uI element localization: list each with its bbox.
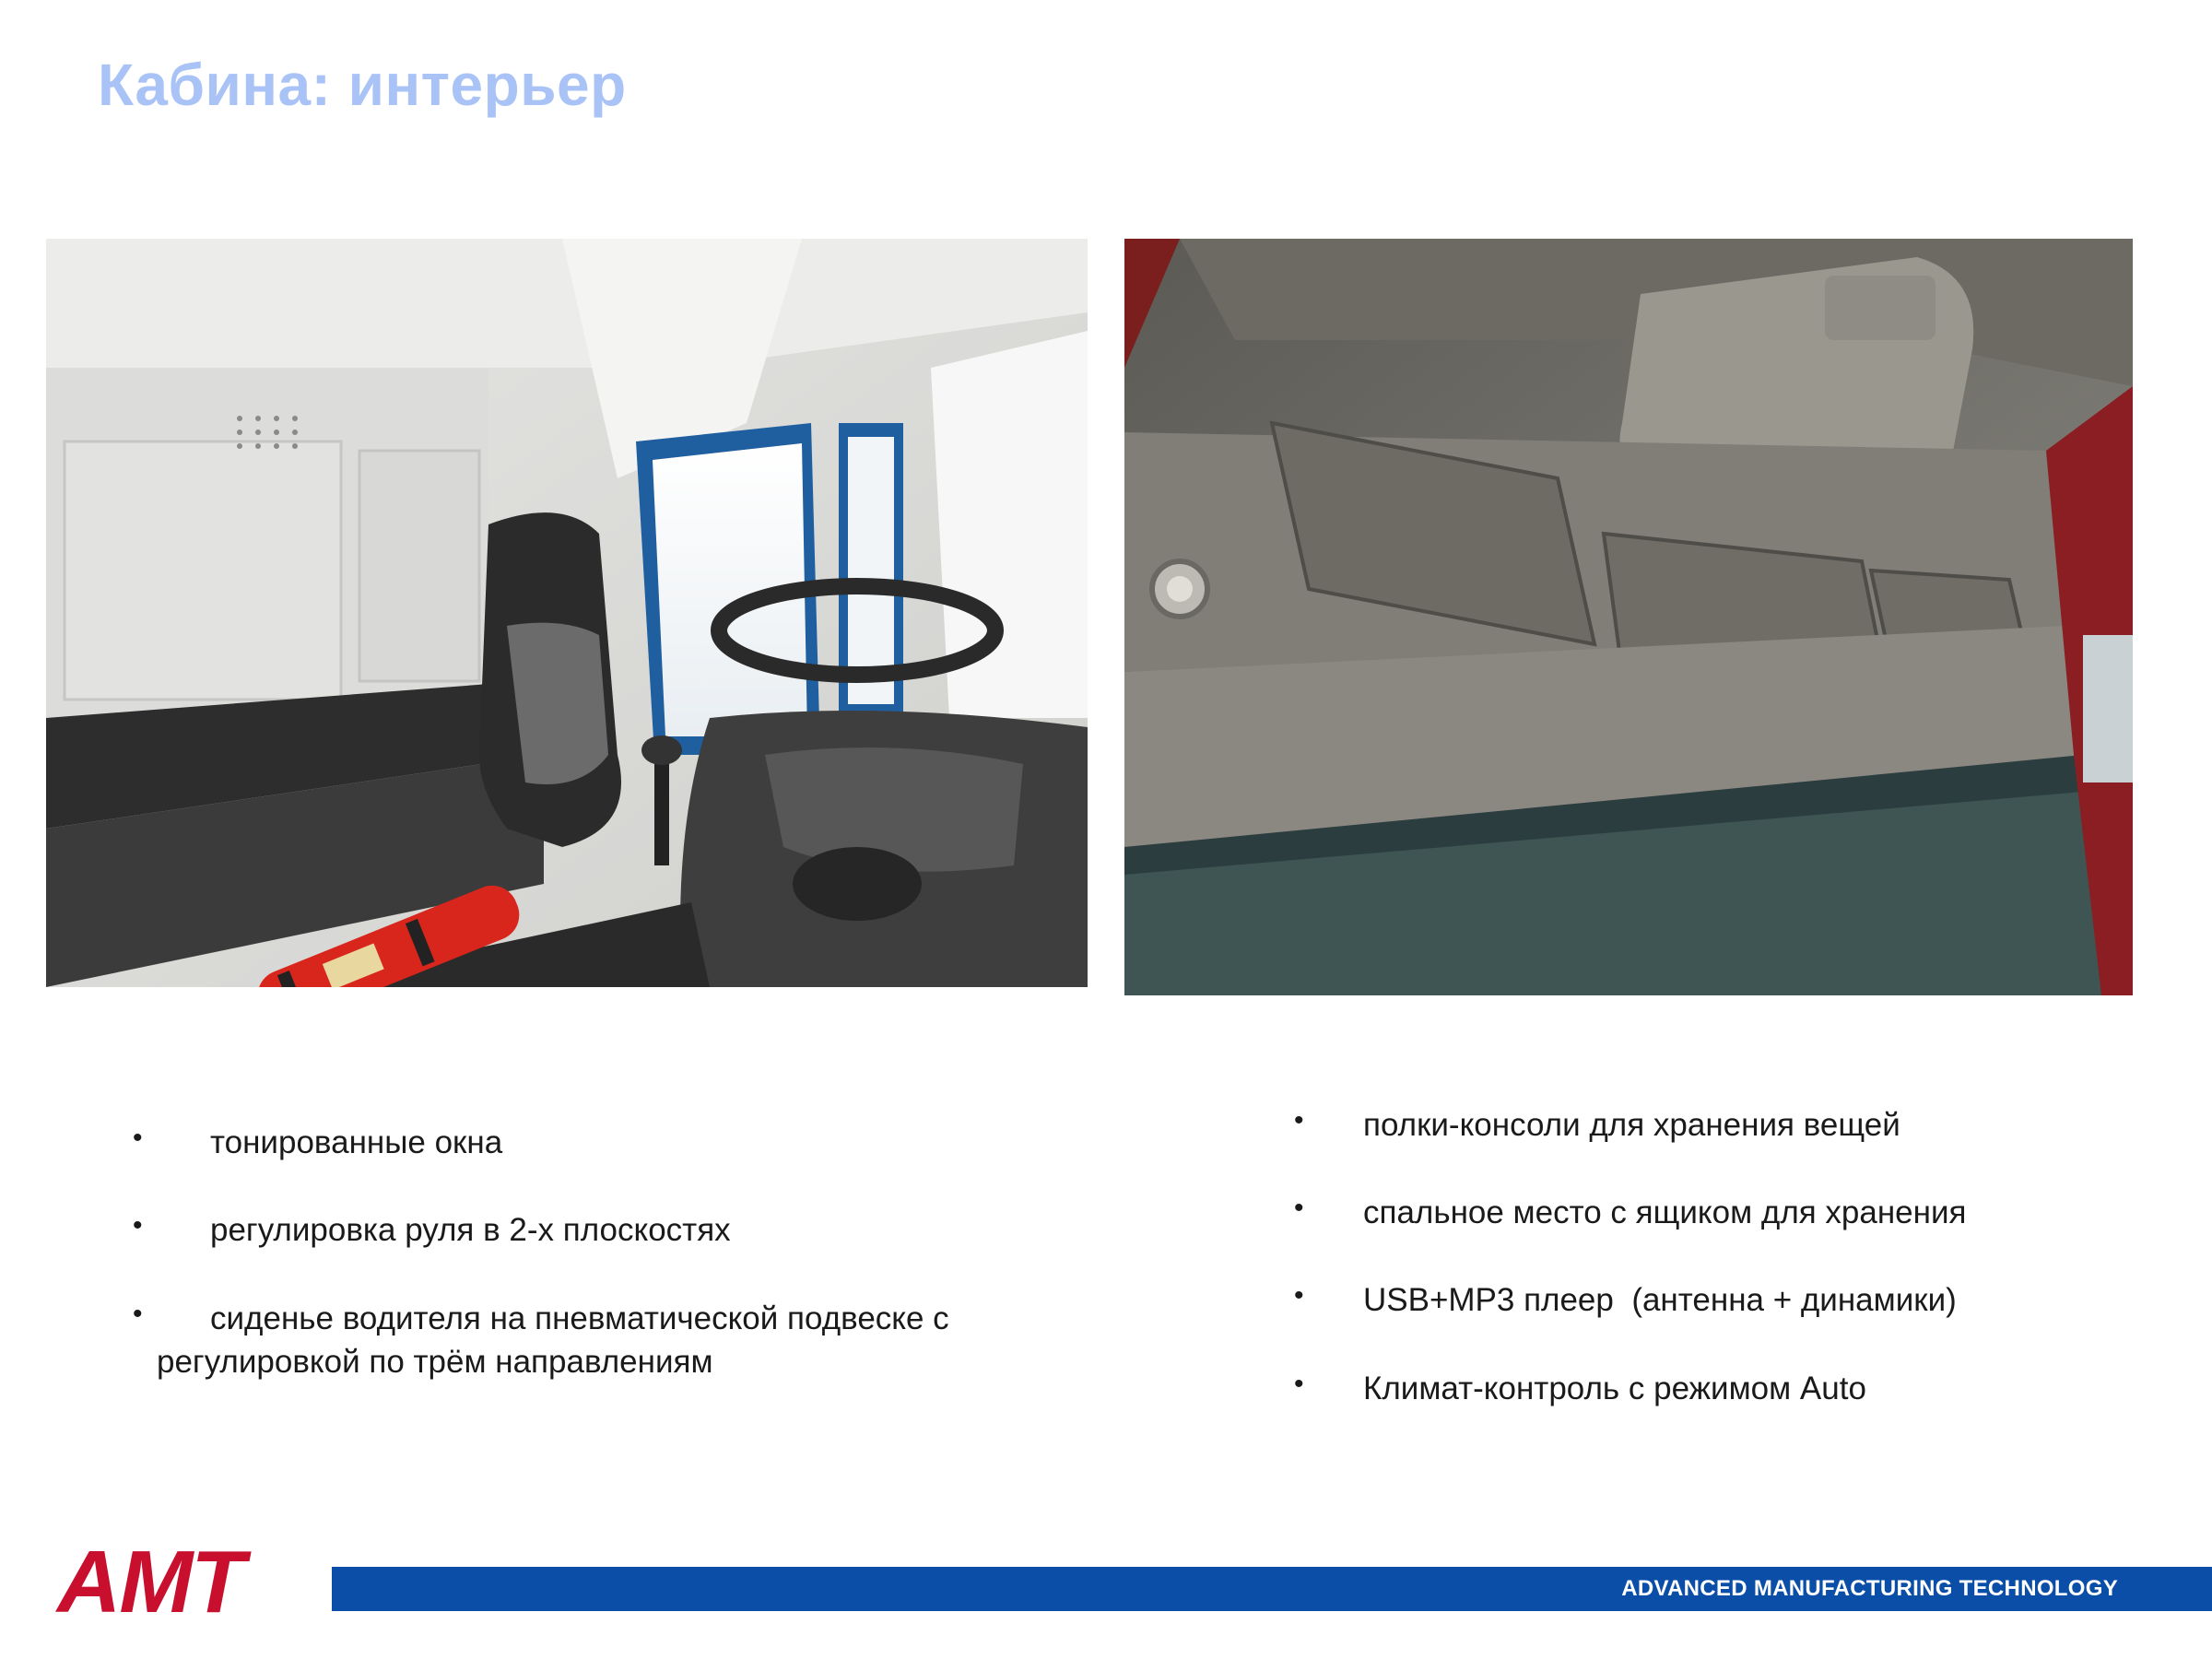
bullet-dot: • (1294, 1105, 1304, 1135)
cab-interior-photo (46, 239, 1088, 987)
amt-logo: AMT (57, 1533, 243, 1631)
bullet-dot: • (133, 1299, 143, 1329)
bullet-dot: • (1294, 1193, 1304, 1223)
bullet-dot: • (1294, 1280, 1304, 1311)
bullet-text-line-2: регулировкой по трём направлениям (157, 1344, 713, 1380)
bullet-dot: • (1294, 1369, 1304, 1399)
bullet-text-line-1: сиденье водителя на пневматической подвеске с (210, 1300, 949, 1336)
bullet-text: спальное место с ящиком для хранения (1363, 1194, 1967, 1230)
footer-bar (332, 1567, 2212, 1611)
slide-title: Кабина: интерьер (98, 52, 627, 118)
footer-tagline: ADVANCED MANUFACTURING TECHNOLOGY (1621, 1576, 2118, 1601)
bullet-dot: • (133, 1210, 143, 1241)
bullet-text: полки-консоли для хранения вещей (1363, 1107, 1900, 1143)
bullet-text: USB+MP3 плеер (антенна + динамики) (1363, 1282, 1957, 1318)
overhead-storage-photo (1124, 239, 2133, 995)
bullet-dot: • (133, 1123, 143, 1153)
bullet-text: тонированные окна (210, 1124, 503, 1160)
bullet-text: регулировка руля в 2-х плоскостях (210, 1212, 731, 1248)
bullet-text: Климат-контроль с режимом Auto (1363, 1371, 1866, 1406)
